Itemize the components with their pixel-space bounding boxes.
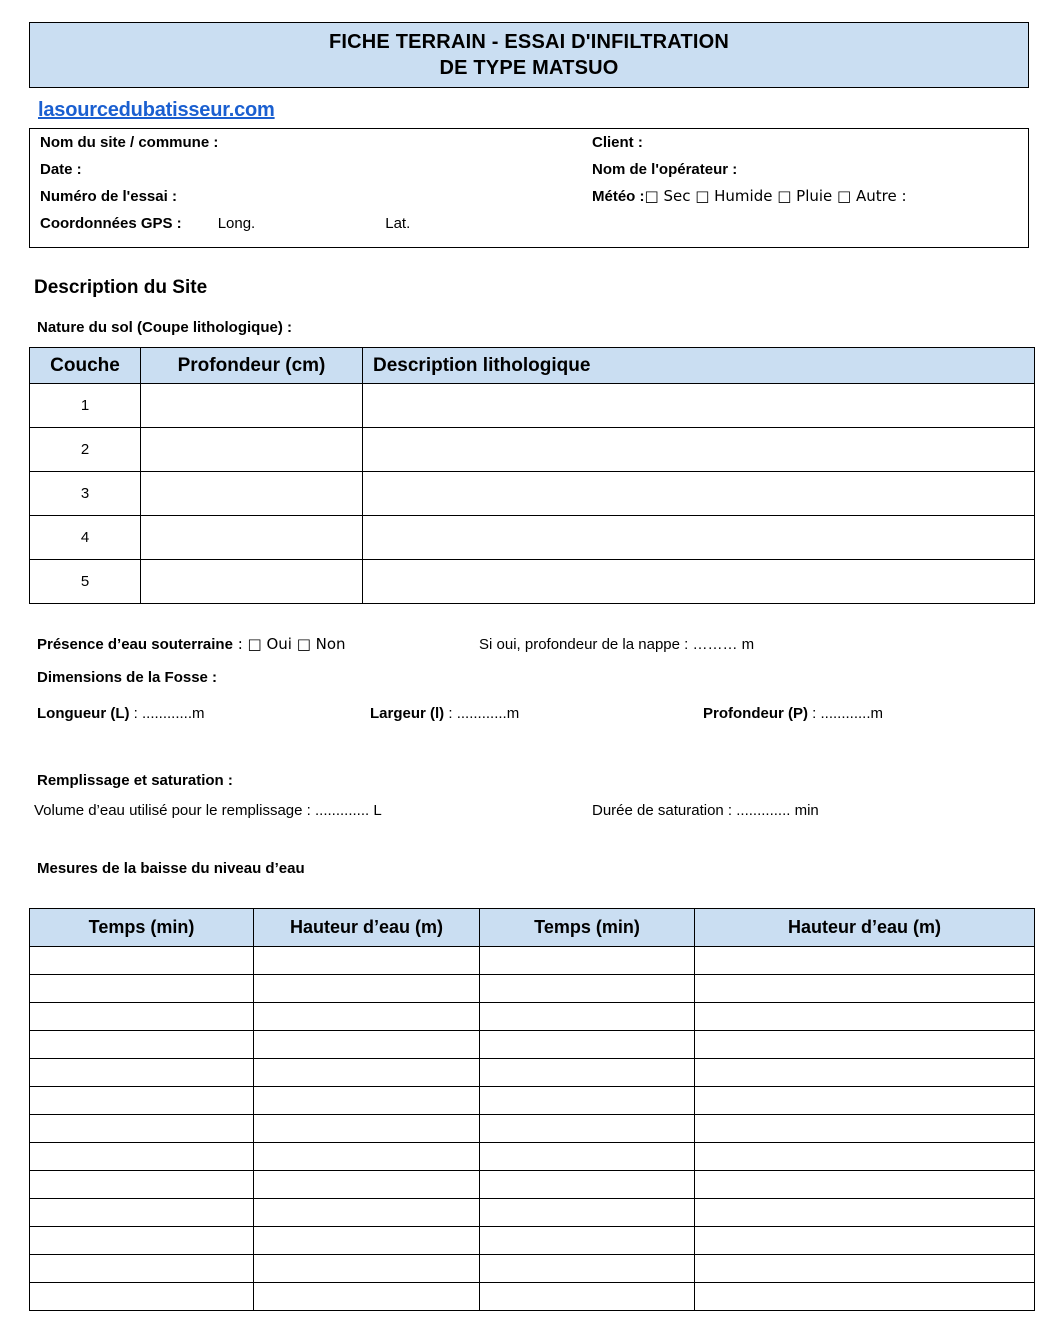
table-row [30,1283,1035,1311]
info-row-gps [30,210,1028,237]
pit-width-field [370,705,519,722]
measurement-hauteur-2-cell[interactable] [695,1003,1035,1031]
measurement-temps-1-cell[interactable] [30,1087,254,1115]
info-row-testnumber-weather [30,183,1028,210]
table-row [30,1199,1035,1227]
table-row [30,947,1035,975]
measurement-temps-2-cell[interactable] [480,1171,695,1199]
measurement-temps-2-cell[interactable] [480,975,695,1003]
measurement-hauteur-1-cell[interactable] [254,1199,480,1227]
weather-options[interactable]: □ Sec □ Humide □ Pluie □ Autre : [644,187,907,205]
table-row [30,472,1035,516]
table-row [30,1227,1035,1255]
soil-nature-label: Nature du sol (Coupe lithologique) : [37,319,292,336]
measurement-hauteur-2-cell[interactable] [695,1283,1035,1311]
website-link[interactable]: lasourcedubatisseur.com [38,99,275,121]
measurement-temps-1-cell[interactable] [30,1199,254,1227]
measurement-hauteur-1-cell[interactable] [254,1003,480,1031]
weather-label: Météo : [592,188,645,205]
info-row-date-operator [30,156,1028,183]
date-label: Date : [40,161,82,178]
measurement-hauteur-2-cell[interactable] [695,1087,1035,1115]
measurements-table [29,908,1035,1311]
measurement-hauteur-2-cell[interactable] [695,1031,1035,1059]
measurement-temps-2-cell[interactable] [480,1003,695,1031]
lithology-col-profondeur: Profondeur (cm) [141,348,363,384]
table-row [30,1143,1035,1171]
lithology-col-couche: Couche [30,348,141,384]
lithology-col-description: Description lithologique [363,348,1035,384]
lithology-layer-number: 4 [30,516,141,560]
table-row [30,975,1035,1003]
measurement-hauteur-1-cell[interactable] [254,1031,480,1059]
measurement-hauteur-2-cell[interactable] [695,1171,1035,1199]
filling-heading: Remplissage et saturation : [37,772,233,789]
pit-width-value[interactable]: : ............m [444,705,520,722]
measurement-hauteur-1-cell[interactable] [254,1087,480,1115]
measurement-temps-2-cell[interactable] [480,1227,695,1255]
measurement-temps-2-cell[interactable] [480,1031,695,1059]
title-line-1: FICHE TERRAIN - ESSAI D'INFILTRATION [328,31,730,53]
measurement-hauteur-1-cell[interactable] [254,947,480,975]
measurement-temps-1-cell[interactable] [30,1171,254,1199]
title-line-2: DE TYPE MATSUO [439,57,619,79]
section-heading-site-description: Description du Site [34,277,208,298]
lithology-depth-cell[interactable] [141,560,363,604]
measurements-header-row [30,909,1035,947]
measurement-temps-2-cell[interactable] [480,1283,695,1311]
groundwater-depth-note[interactable]: Si oui, profondeur de la nappe : ……… m [479,636,755,653]
measurements-col-hauteur-1: Hauteur d’eau (m) [254,909,480,947]
gps-longitude-label: Long. [217,215,256,232]
table-row [30,428,1035,472]
measurement-hauteur-2-cell[interactable] [695,1115,1035,1143]
lithology-depth-cell[interactable] [141,428,363,472]
table-row [30,1059,1035,1087]
test-number-label: Numéro de l'essai : [40,188,177,205]
measurement-hauteur-2-cell[interactable] [695,1199,1035,1227]
lithology-description-cell[interactable] [363,428,1035,472]
client-label: Client : [592,134,643,151]
measurement-temps-2-cell[interactable] [480,1255,695,1283]
measurement-temps-1-cell[interactable] [30,1115,254,1143]
measurement-hauteur-2-cell[interactable] [695,975,1035,1003]
table-row [30,1087,1035,1115]
measurement-temps-1-cell[interactable] [30,975,254,1003]
measurement-temps-1-cell[interactable] [30,1283,254,1311]
groundwater-options[interactable]: : □ Oui □ Non [232,635,346,653]
document-title-banner [29,22,1029,88]
filling-volume-text[interactable]: Volume d’eau utilisé pour le remplissage : ............. L [34,802,382,819]
operator-label: Nom de l'opérateur : [592,161,738,178]
measurements-body [30,947,1035,1311]
lithology-layer-number: 2 [30,428,141,472]
measurement-hauteur-2-cell[interactable] [695,1059,1035,1087]
table-row [30,560,1035,604]
measurement-hauteur-1-cell[interactable] [254,1171,480,1199]
info-row-site-client [30,129,1028,156]
measurement-temps-1-cell[interactable] [30,947,254,975]
measurement-hauteur-1-cell[interactable] [254,1227,480,1255]
measurement-temps-2-cell[interactable] [480,1087,695,1115]
measurement-hauteur-1-cell[interactable] [254,1143,480,1171]
table-row [30,384,1035,428]
measurement-hauteur-2-cell[interactable] [695,1143,1035,1171]
gps-latitude-label: Lat. [385,215,411,232]
table-row [30,1003,1035,1031]
measurement-temps-1-cell[interactable] [30,1255,254,1283]
site-name-label: Nom du site / commune : [40,134,219,151]
pit-width-label: Largeur (l) [370,705,445,722]
measurement-hauteur-2-cell[interactable] [695,947,1035,975]
measurement-temps-1-cell[interactable] [30,1059,254,1087]
measurement-temps-1-cell[interactable] [30,1227,254,1255]
pit-depth-value[interactable]: : ............m [808,705,884,722]
pit-depth-field [703,705,883,722]
lithology-depth-cell[interactable] [141,516,363,560]
measurement-hauteur-1-cell[interactable] [254,1115,480,1143]
measurement-hauteur-2-cell[interactable] [695,1227,1035,1255]
gps-field [30,210,586,237]
table-row [30,516,1035,560]
measurement-temps-1-cell[interactable] [30,1031,254,1059]
site-info-table [29,128,1029,248]
lithology-layer-number: 5 [30,560,141,604]
gps-label: Coordonnées GPS : [40,215,182,232]
measurement-temps-1-cell[interactable] [30,1143,254,1171]
table-row [30,1255,1035,1283]
measures-heading: Mesures de la baisse du niveau d’eau [37,860,305,877]
measurement-hauteur-2-cell[interactable] [695,1255,1035,1283]
measurement-hauteur-1-cell[interactable] [254,1059,480,1087]
measurement-temps-2-cell[interactable] [480,947,695,975]
measurement-temps-1-cell[interactable] [30,1003,254,1031]
measurement-temps-2-cell[interactable] [480,1059,695,1087]
lithology-layer-number: 3 [30,472,141,516]
lithology-header-row [30,348,1035,384]
groundwater-label: Présence d’eau souterraine [37,636,233,653]
table-row [30,1031,1035,1059]
lithology-description-cell[interactable] [363,516,1035,560]
lithology-description-cell[interactable] [363,560,1035,604]
lithology-table [29,347,1035,604]
groundwater-line [37,635,346,653]
table-row [30,1115,1035,1143]
pit-length-label: Longueur (L) [37,705,130,722]
lithology-description-cell[interactable] [363,384,1035,428]
lithology-description-cell[interactable] [363,472,1035,516]
lithology-depth-cell[interactable] [141,384,363,428]
weather-field [586,183,1028,210]
measurement-temps-2-cell[interactable] [480,1115,695,1143]
pit-length-value[interactable]: : ............m [129,705,205,722]
pit-depth-label: Profondeur (P) [703,705,808,722]
gps-right-empty [586,210,1028,237]
measurements-col-temps-2: Temps (min) [480,909,695,947]
lithology-layer-number: 1 [30,384,141,428]
measurement-temps-2-cell[interactable] [480,1143,695,1171]
pit-length-field [37,705,205,722]
pit-dimensions-heading: Dimensions de la Fosse : [37,669,218,686]
measurement-hauteur-1-cell[interactable] [254,1255,480,1283]
measurements-col-temps-1: Temps (min) [30,909,254,947]
saturation-duration-text[interactable]: Durée de saturation : ............. min [592,802,819,819]
table-row [30,1171,1035,1199]
measurement-temps-2-cell[interactable] [480,1199,695,1227]
measurement-hauteur-1-cell[interactable] [254,975,480,1003]
measurements-col-hauteur-2: Hauteur d’eau (m) [695,909,1035,947]
measurement-hauteur-1-cell[interactable] [254,1283,480,1311]
lithology-depth-cell[interactable] [141,472,363,516]
